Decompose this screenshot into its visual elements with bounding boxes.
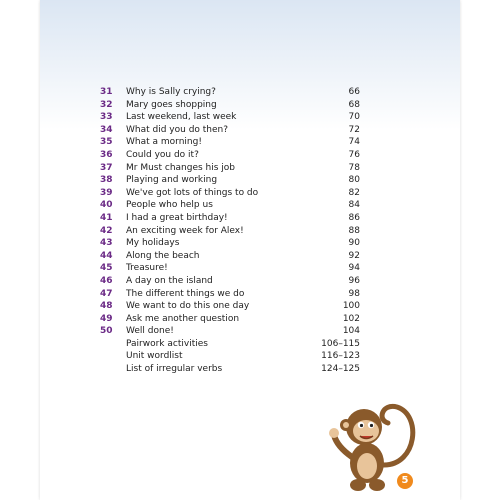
unit-number: 43 [100,238,113,249]
page-ref: 72 [348,124,360,135]
unit-number: 40 [100,200,113,211]
toc-entry [100,313,364,326]
page-ref: 68 [348,99,360,110]
unit-number: 38 [100,175,113,186]
section-title: Unit wordlist [126,351,183,362]
unit-number: 37 [100,162,113,173]
toc-entry [100,262,364,275]
unit-title: Why is Sally crying? [126,87,216,97]
toc-extra-entry [100,350,364,363]
toc-entry [100,136,364,149]
page-ref: 86 [348,212,360,223]
page-ref: 88 [348,225,360,236]
unit-number: 41 [100,212,113,223]
page-ref: 100 [342,301,360,312]
toc-entry [100,212,364,225]
toc-entry [100,149,364,162]
toc-entry [100,288,364,301]
unit-number: 34 [100,124,113,135]
toc-entry [100,237,364,250]
page-ref: 90 [348,238,360,249]
toc-extra-entry [100,363,364,376]
unit-title: People who help us [126,200,213,211]
unit-number: 33 [100,112,113,123]
page-ref: 82 [348,187,360,198]
page-ref: 104 [342,326,360,337]
page-ref: 102 [342,313,360,324]
unit-title: Playing and working [126,175,218,186]
toc-entry [100,225,364,238]
unit-number: 39 [100,187,113,198]
unit-number: 45 [100,263,113,274]
page-ref: 96 [348,275,360,286]
toc-entry [100,250,364,263]
page-ref: 84 [348,200,360,211]
toc-entry [100,99,364,112]
unit-title: We want to do this one day [126,301,250,312]
toc-entry [100,199,364,212]
unit-title: Last weekend, last week [126,112,237,123]
unit-title: What a morning! [126,137,202,148]
section-title: List of irregular verbs [126,364,223,375]
unit-title: Mr Must changes his job [126,162,236,173]
unit-title: Ask me another question [126,313,240,324]
toc-entry [100,174,364,187]
table-of-contents [100,86,364,376]
page-ref: 92 [348,250,360,261]
page-ref: 74 [348,137,360,148]
toc-entry [100,187,364,200]
unit-title: Could you do it? [126,149,199,160]
unit-number: 47 [100,288,113,299]
unit-number: 50 [100,326,113,337]
unit-title: We've got lots of things to do [126,187,259,198]
page-range: 116–123 [321,351,360,362]
toc-entry [100,111,364,124]
unit-number: 42 [100,225,113,236]
unit-number: 32 [100,99,113,110]
page [40,0,460,500]
page-ref: 98 [348,288,360,299]
unit-title: The different things we do [126,288,245,299]
toc-entry [100,124,364,137]
unit-title: Well done! [126,326,174,337]
unit-title: Treasure! [126,263,168,274]
page-ref: 94 [348,263,360,274]
page-ref: 70 [348,112,360,123]
unit-title: My holidays [126,238,180,249]
toc-entry [100,325,364,338]
unit-title: Mary goes shopping [126,99,217,110]
toc-entry [100,86,364,99]
unit-number: 44 [100,250,113,261]
unit-number: 36 [100,149,113,160]
unit-number: 48 [100,301,113,312]
unit-title: A day on the island [126,275,213,286]
page-number-badge: 5 [397,473,413,489]
page-range: 106–115 [321,338,360,349]
section-title: Pairwork activities [126,338,208,349]
unit-number: 35 [100,137,113,148]
page-ref: 76 [348,149,360,160]
page-range: 124–125 [321,364,360,375]
page-ref: 80 [348,175,360,186]
toc-entry [100,300,364,313]
unit-title: An exciting week for Alex! [126,225,244,236]
unit-number: 31 [100,87,113,97]
unit-number: 49 [100,313,113,324]
unit-title: Along the beach [126,250,200,261]
unit-number: 46 [100,275,113,286]
toc-extra-entry [100,338,364,351]
page-ref: 66 [348,87,360,97]
toc-entry [100,162,364,175]
unit-title: What did you do then? [126,124,229,135]
toc-entry [100,275,364,288]
page-ref: 78 [348,162,360,173]
unit-title: I had a great birthday! [126,212,228,223]
